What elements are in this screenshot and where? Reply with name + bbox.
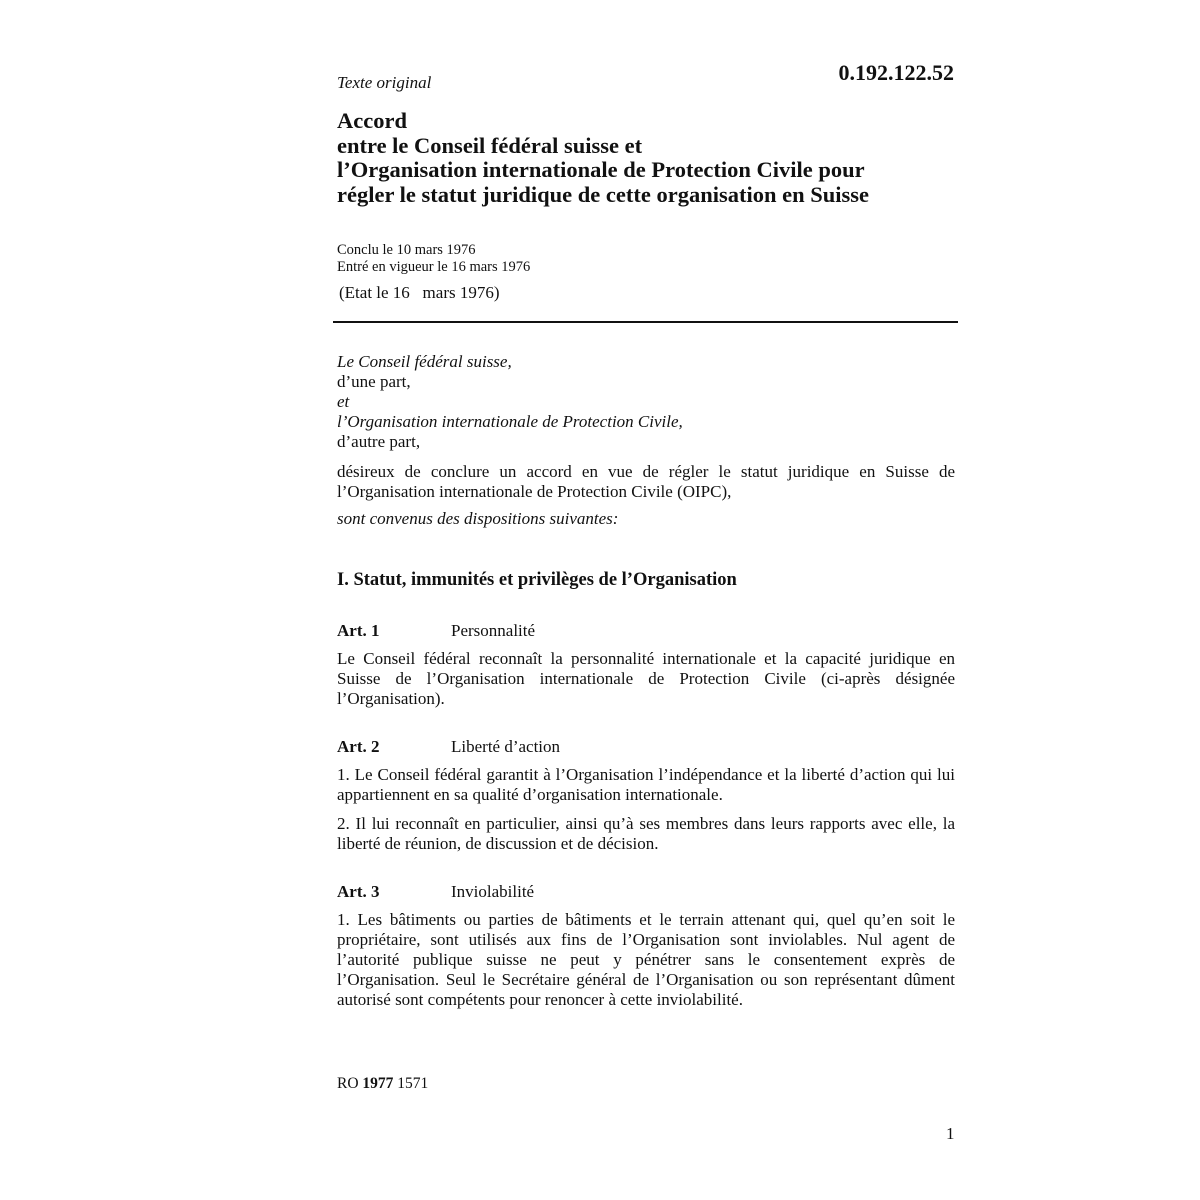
- title-line: l’Organisation internationale de Protection Civile pour: [337, 157, 865, 182]
- article-paragraph: 2. Il lui reconnaît en particulier, ainsi qu’à ses membres dans leurs rapports avec elle, la liberté de réunion, de discussion et de décision.: [337, 814, 955, 853]
- section-title: I. Statut, immunités et privilèges de l’Organisation: [337, 570, 737, 590]
- conjunction: et: [337, 392, 350, 411]
- ro-prefix: RO: [337, 1075, 359, 1092]
- title-line: Accord: [337, 108, 407, 133]
- article-heading: [337, 621, 535, 641]
- article-heading: [337, 737, 560, 757]
- status-date: (Etat le 16 mars 1976): [339, 283, 500, 302]
- article-paragraph: 1. Les bâtiments ou parties de bâtiments et le terrain attenant qui, quel qu’en soit le propriétaire, sont utilisés aux fins de l’Organisation sont inviolables. Nul agent de l’autorité publique suisse ne peut y pénétrer sans le consentement exprès de l’Organisation. Seul le Secrétaire général de l’Organisation ou son représentant dûment autorisé sont compétents pour renoncer à cette inviolabilité.: [337, 910, 955, 1009]
- party-1: Le Conseil fédéral suisse,: [337, 352, 512, 371]
- article-paragraph: 1. Le Conseil fédéral garantit à l’Organisation l’indépendance et la liberté d’action qui lui appartiennent en sa qualité d’organisation internationale.: [337, 765, 955, 804]
- title-line: entre le Conseil fédéral suisse et: [337, 132, 643, 158]
- document-title: [337, 109, 977, 207]
- article-number: Art. 3: [337, 882, 380, 901]
- preamble-desire: désireux de conclure un accord en vue de régler le statut juridique en Suisse de l’Organisation internationale de Protection Civile (OIPC),: [337, 462, 955, 501]
- preamble-agreed: sont convenus des dispositions suivantes:: [337, 509, 619, 528]
- party-1-role: d’une part,: [337, 372, 411, 391]
- party-2: l’Organisation internationale de Protection Civile,: [337, 412, 683, 431]
- article-title: Liberté d’action: [451, 737, 561, 756]
- article-title: Inviolabilité: [451, 882, 535, 901]
- article-paragraph: Le Conseil fédéral reconnaît la personnalité internationale et la capacité juridique en Suisse de l’Organisation internationale de Protection Civile (ci-après désignée l’Organisation).: [337, 649, 955, 708]
- dates-block: [337, 242, 530, 276]
- article-number: Art. 1: [337, 621, 380, 640]
- party-2-role: d’autre part,: [337, 432, 421, 451]
- article-heading: [337, 882, 534, 902]
- official-compilation-ref: [337, 1075, 428, 1093]
- in-force-date: Entré en vigueur le 16 mars 1976: [337, 259, 531, 275]
- preamble-parties: [337, 352, 955, 452]
- article-number: Art. 2: [337, 737, 380, 756]
- sr-number: 0.192.122.52: [838, 60, 954, 85]
- article-title: Personnalité: [451, 621, 536, 640]
- ro-year: 1977: [362, 1075, 394, 1092]
- concluded-date: Conclu le 10 mars 1976: [337, 242, 476, 258]
- title-line: régler le statut juridique de cette organisation en Suisse: [337, 181, 870, 207]
- page-number: 1: [946, 1124, 955, 1143]
- ro-page: 1571: [397, 1075, 429, 1092]
- header-divider: [333, 321, 958, 323]
- original-text-label: Texte original: [337, 73, 432, 92]
